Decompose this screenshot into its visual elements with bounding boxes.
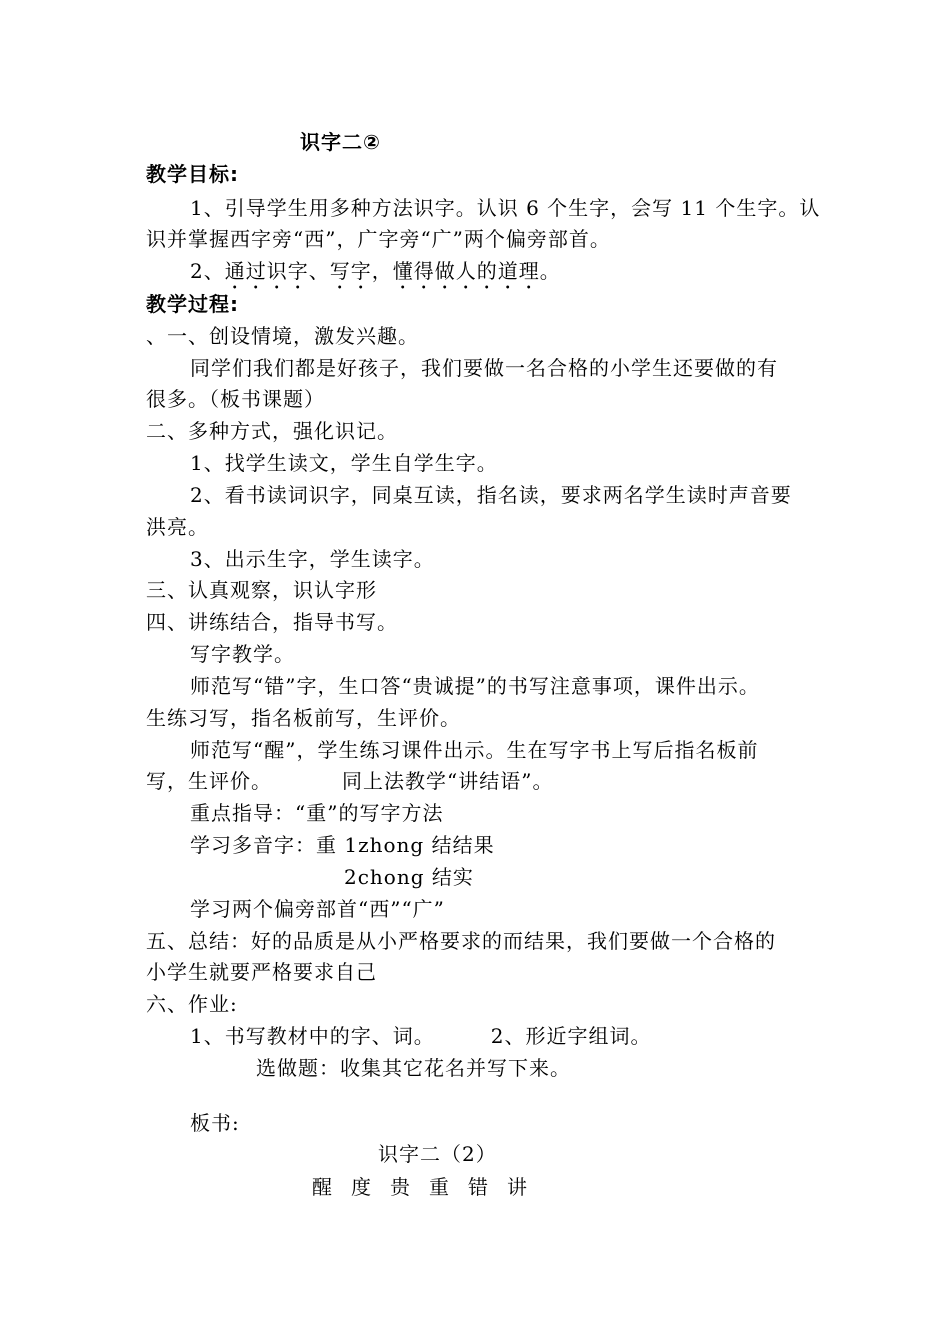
step-4-item-1: 写字教学。: [190, 642, 295, 666]
step-4-item-4: 重点指导：“重”的写字方法: [190, 801, 444, 825]
step-4-item-3-line-2: [146, 765, 826, 797]
goal-1-line-1: 1、引导学生用多种方法识字。认识 6 个生字，会写 11 个生字。认: [190, 196, 821, 220]
step-4-item-2-line-1: 师范写“错”字，生口答“贵诚提”的书写注意事项，课件出示。: [190, 674, 760, 698]
step-6: 六、作业:: [146, 992, 238, 1016]
step-4-item-5: 学习多音字：重 1zhong 结结果: [190, 833, 495, 857]
step-2-item-2-line-2: 洪亮。: [146, 515, 209, 539]
step-4-item-3-part-1: 写，生评价。: [146, 769, 272, 793]
step-1: 、一、创设情境，激发兴趣。: [146, 324, 419, 348]
step-4-item-7: 学习两个偏旁部首“西”“广”: [190, 897, 445, 921]
board-characters: [312, 1171, 712, 1203]
step-2-item-3: 3、出示生字，学生读字。: [190, 547, 435, 571]
step-1-paragraph-line-1: 同学们我们都是好孩子，我们要做一名合格的小学生还要做的有: [190, 356, 778, 380]
step-3: 三、认真观察，识认字形: [146, 578, 377, 602]
step-2-item-2-line-1: 2、看书读词识字，同桌互读，指名读，要求两名学生读时声音要: [190, 483, 792, 507]
step-1-paragraph-line-2: 很多。（板书课题）: [146, 387, 325, 411]
step-5-line-1: 五、总结：好的品质是从小严格要求的而结果，我们要做一个合格的: [146, 929, 776, 953]
board-char: 醒: [312, 1175, 333, 1199]
step-6-item-1: 1、书写教材中的字、词。: [190, 1024, 435, 1048]
step-4: 四、讲练结合，指导书写。: [146, 610, 398, 634]
goal-1-line-2: 识并掌握西字旁“西”，广字旁“广”两个偏旁部首。: [146, 227, 611, 251]
step-2-item-1: 1、找学生读文，学生自学生字。: [190, 451, 498, 475]
goal-2: [190, 255, 870, 287]
goal-2-text: 通过识字、写字，懂得做人的道理。: [224, 259, 561, 283]
step-6-items: [190, 1020, 870, 1052]
board-char: 贵: [390, 1175, 411, 1199]
step-6-optional: 选做题：收集其它花名并写下来。: [256, 1056, 571, 1080]
board-char: 讲: [507, 1175, 528, 1199]
step-5-line-2: 小学生就要严格要求自己: [146, 960, 377, 984]
board-label: 板书:: [190, 1111, 240, 1135]
step-4-item-3-line-1: 师范写“醒”，学生练习课件出示。生在写字书上写后指名板前: [190, 738, 759, 762]
step-2: 二、多种方式，强化识记。: [146, 419, 398, 443]
step-4-item-2-line-2: 生练习写，指名板前写，生评价。: [146, 706, 461, 730]
step-6-item-2: 2、形近字组词。: [490, 1024, 652, 1048]
process-heading: 教学过程:: [146, 292, 239, 316]
goals-heading: 教学目标:: [146, 162, 239, 186]
board-char: 错: [468, 1175, 489, 1199]
step-4-item-6: 2chong 结实: [344, 865, 474, 889]
page-title: 识字二②: [300, 130, 381, 154]
board-title: 识字二（2）: [378, 1142, 497, 1166]
board-char: 重: [429, 1175, 450, 1199]
step-4-item-3-part-2: 同上法教学“讲结语”。: [342, 769, 554, 793]
board-char: 度: [351, 1175, 372, 1199]
goal-2-prefix: 2、: [190, 259, 225, 283]
